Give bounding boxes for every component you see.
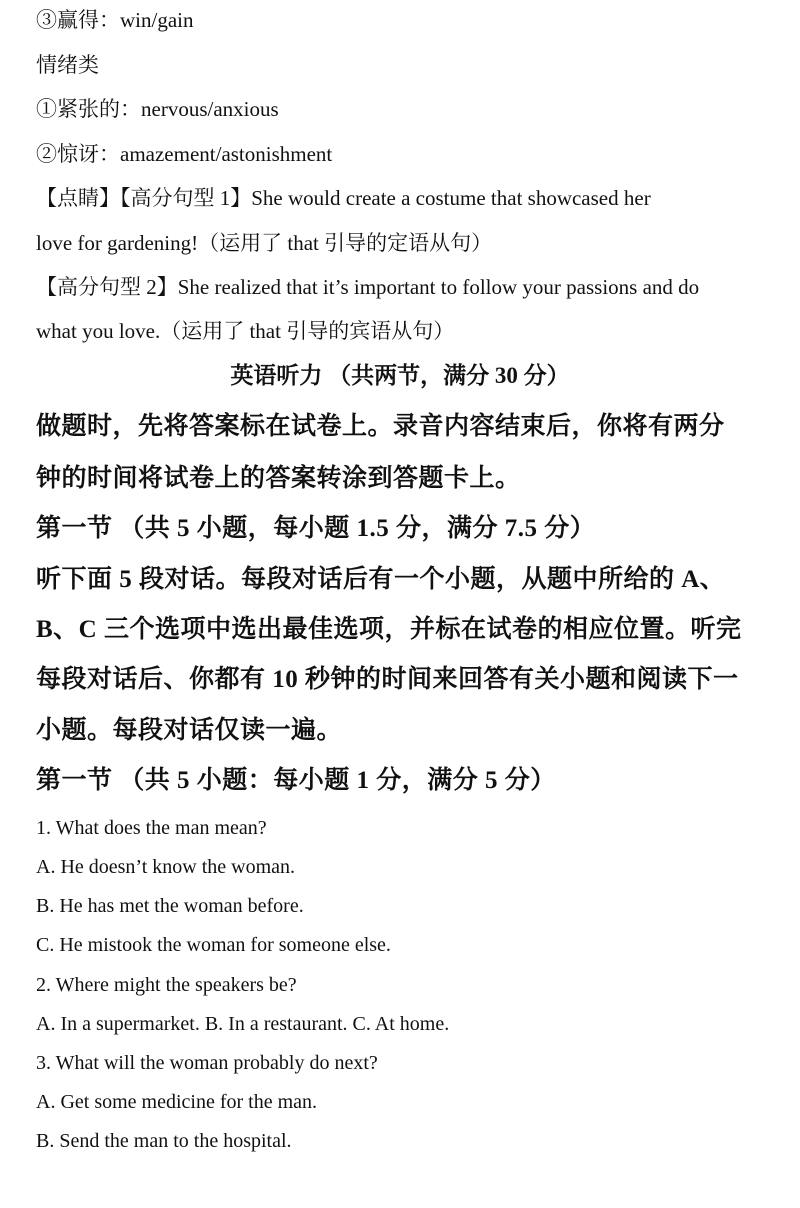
highlight-line-3: 【高分句型 2】She realized that it’s important to follow your passions and do [36,275,700,299]
section1-heading-b: 第一节 （共 5 小题：每小题 1 分，满分 5 分） [36,767,556,794]
vocab-win-gain: ③赢得：win/gain [36,8,194,32]
vocab-nervous: ①紧张的：nervous/anxious [36,97,279,121]
question-1-option-a: A. He doesn’t know the woman. [36,856,296,878]
question-3-option-b: B. Send the man to the hospital. [36,1130,292,1152]
section1-instr-line-2: B、C 三个选项中选出最佳选项，并标在试卷的相应位置。听完 [36,616,742,643]
highlight-line-1: 【点睛】【高分句型 1】She would create a costume that showcased her [36,186,651,210]
vocab-amazement: ②惊讶：amazement/astonishment [36,142,333,166]
instructions-line-1: 做题时，先将答案标在试卷上。录音内容结束后，你将有两分 [36,413,725,440]
highlight-line-2: love for gardening!（运用了 that 引导的定语从句） [36,231,493,255]
highlight-line-4: what you love.（运用了 that 引导的宾语从句） [36,319,455,343]
question-3-option-a: A. Get some medicine for the man. [36,1091,318,1113]
question-3: 3. What will the woman probably do next? [36,1052,378,1074]
instructions-line-2: 钟的时间将试卷上的答案转涂到答题卡上。 [36,465,521,492]
question-2: 2. Where might the speakers be? [36,974,297,996]
listening-title: 英语听力 （共两节，满分 30 分） [230,363,570,388]
section1-instr-line-1: 听下面 5 段对话。每段对话后有一个小题，从题中所给的 A、 [36,566,726,593]
question-1: 1. What does the man mean? [36,817,267,839]
question-1-option-b: B. He has met the woman before. [36,895,304,917]
question-1-option-c: C. He mistook the woman for someone else. [36,934,391,956]
section1-heading-a: 第一节 （共 5 小题，每小题 1.5 分，满分 7.5 分） [36,515,596,542]
emotion-heading: 情绪类 [36,53,99,77]
section1-instr-line-4: 小题。每段对话仅读一遍。 [36,717,343,744]
question-2-options: A. In a supermarket. B. In a restaurant. C. At home. [36,1013,450,1035]
section1-instr-line-3: 每段对话后、你都有 10 秒钟的时间来回答有关小题和阅读下一 [36,666,739,693]
